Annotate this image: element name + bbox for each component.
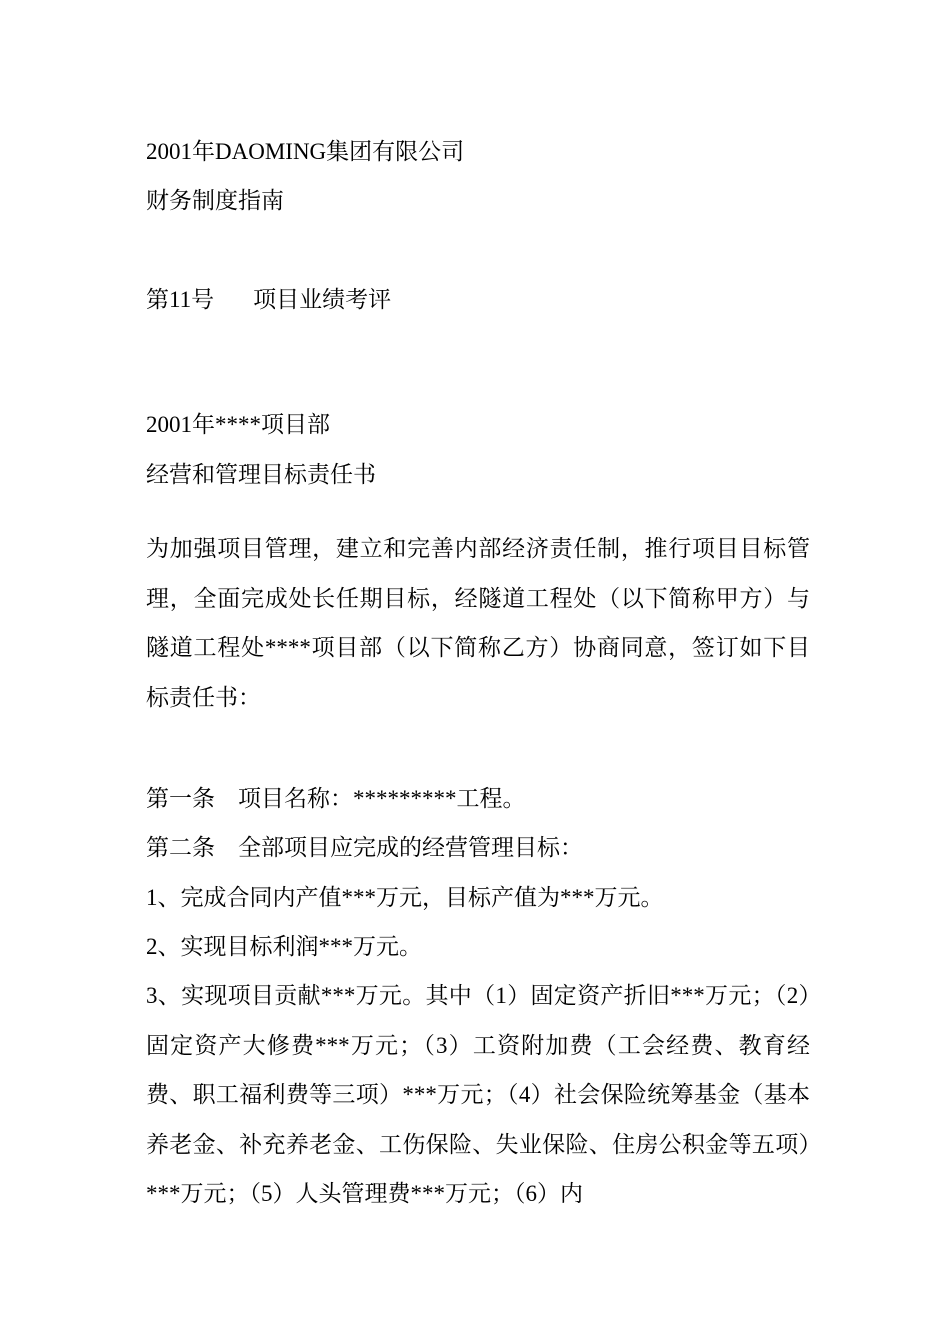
section-heading — [146, 285, 391, 315]
guide-title: 财务制度指南 — [146, 188, 284, 213]
section-title: 项目业绩考评 — [253, 287, 392, 312]
intro-paragraph: 为加强项目管理，建立和完善内部经济责任制，推行项目目标管理，全面完成处长任期目标，经隧道工程处（以下简称甲方）与隧道工程处****项目部（以下简称乙方）协商同意，签订如下目标责任书： — [146, 536, 810, 710]
document-title: 经营和管理目标责任书 — [146, 462, 376, 487]
article-2: 第二条 全部项目应完成的经营管理目标： — [146, 835, 583, 860]
company-line: 2001年DAOMING集团有限公司 — [146, 139, 465, 164]
article-1: 第一条 项目名称：*********工程。 — [146, 786, 526, 811]
year-department: 2001年****项目部 — [146, 412, 330, 437]
item-3: 3、实现项目贡献***万元。其中（1）固定资产折旧***万元；（2）固定资产大修费***万元；（3）工资附加费（工会经费、教育经费、职工福利费等三项）***万元；（4）社会保险统筹基金（基本养老金、补充养老金、工伤保险、失业保险、住房公积金等五项）***万元；（5）人头管理费***万元；（6）内 — [146, 983, 810, 1206]
item-2: 2、实现目标利润***万元。 — [146, 934, 422, 959]
section-number: 第11号 — [146, 287, 215, 312]
item-1: 1、完成合同内产值***万元，目标产值为***万元。 — [146, 885, 664, 910]
